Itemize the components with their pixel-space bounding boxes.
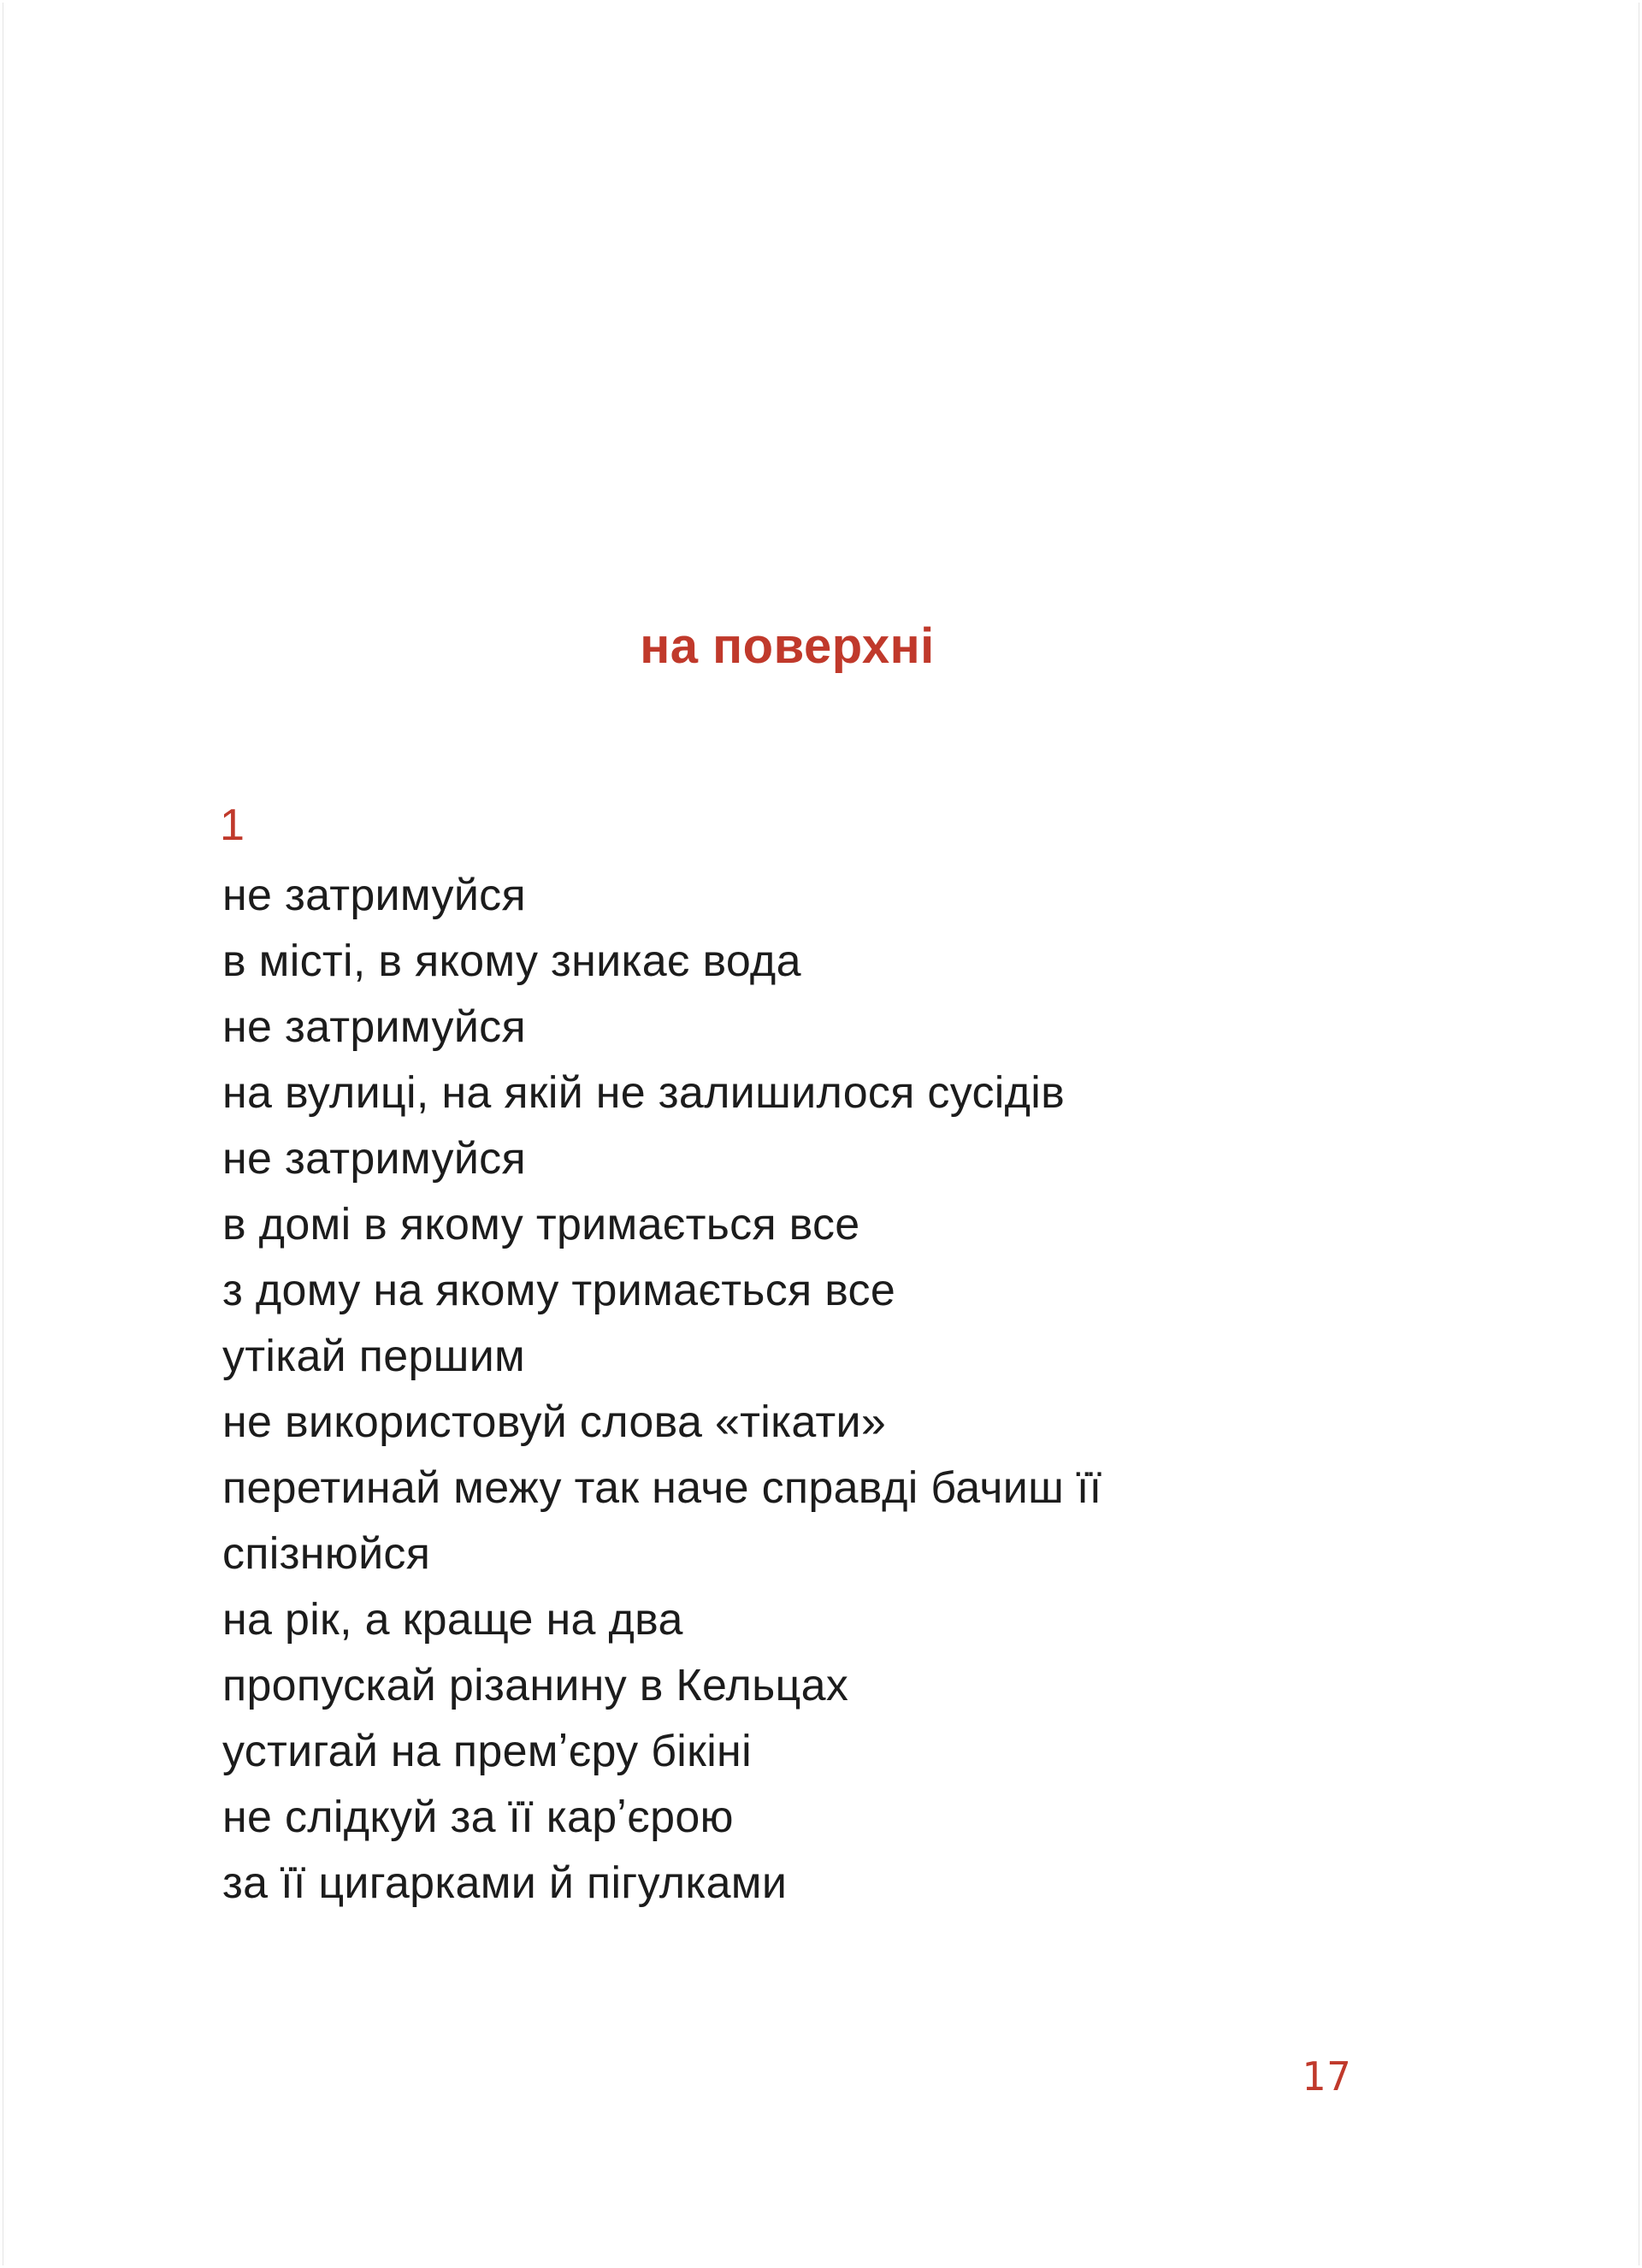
poem-line: з дому на якому тримається все (222, 1266, 896, 1315)
poem-line: не затримуйся (222, 1134, 526, 1184)
poem-line: спізнюйся (222, 1529, 431, 1579)
section-number: 1 (220, 800, 245, 850)
poem-line: за її цигарками й пігулками (222, 1858, 788, 1908)
page-title: на поверхні (640, 617, 935, 674)
poem-line: не використовуй слова «тікати» (222, 1397, 887, 1447)
poem-line: на рік, а краще на два (222, 1595, 683, 1645)
poem-line: не затримуйся (222, 1002, 526, 1052)
page-number: 17 (1302, 2053, 1353, 2100)
poem-line: не затримуйся (222, 871, 526, 920)
book-page (3, 3, 1639, 2265)
poem-text (222, 863, 1102, 1917)
poem-line: в місті, в якому зникає вода (222, 936, 801, 986)
poem-line: пропускай різанину в Кельцах (222, 1661, 849, 1710)
poem-line: на вулиці, на якій не залишилося сусідів (222, 1068, 1066, 1118)
poem-line: в домі в якому тримається все (222, 1200, 860, 1249)
poem-line: утікай першим (222, 1332, 526, 1381)
poem-line: не слідкуй за її карʼєрою (222, 1793, 734, 1842)
poem-line: перетинай межу так наче справді бачиш її (222, 1463, 1102, 1513)
poem-line: устигай на премʼєру бікіні (222, 1727, 752, 1776)
